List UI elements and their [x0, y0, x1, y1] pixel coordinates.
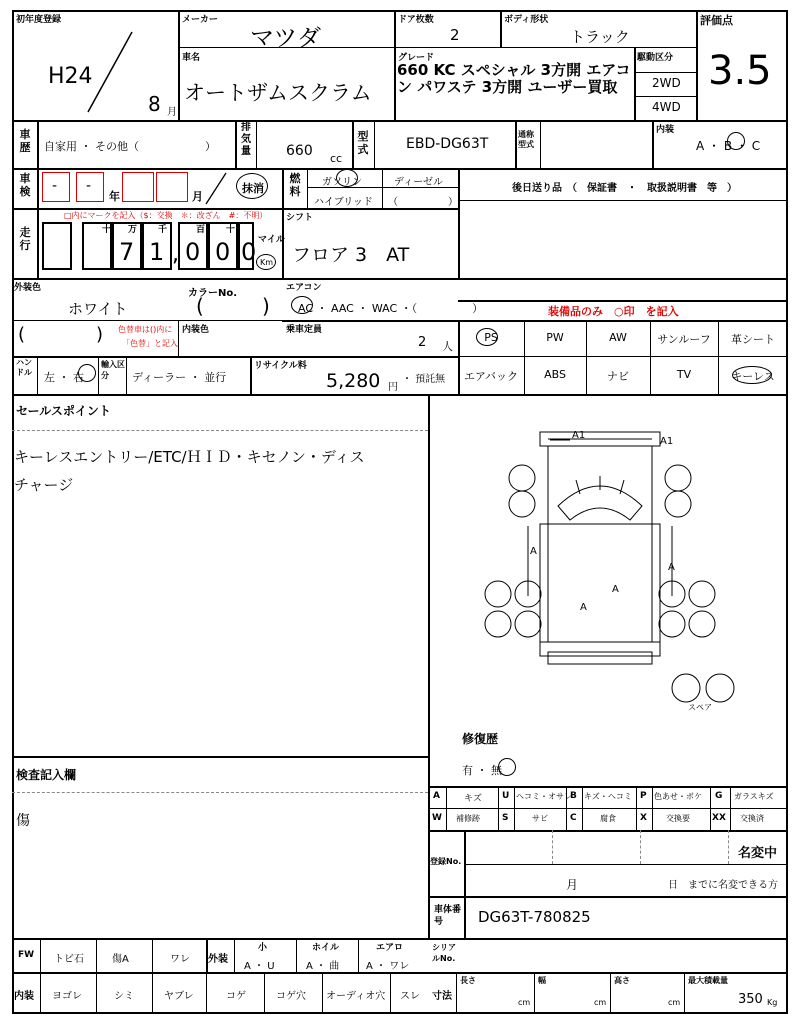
- equip-leather: 革シート: [731, 333, 775, 346]
- ext-small-value: A ・ U: [244, 961, 275, 972]
- mileage-unit-10man: 十: [102, 225, 112, 235]
- legend-text-c: 腐食: [600, 814, 616, 823]
- legend-text-u: ヘコミ・オサレ: [516, 792, 572, 801]
- legend-code-w: W: [432, 813, 442, 823]
- chassis-label: 車体番号: [434, 905, 462, 927]
- mileage-note: □内にマークを記入（$：交換 ＊：改ざん #：不明）: [64, 211, 268, 220]
- mile-label: マイル: [258, 235, 285, 245]
- capacity-label: 乗車定員: [286, 325, 323, 335]
- sales-text-2: チャージ: [14, 476, 74, 494]
- chassis-value: DG63T-780825: [478, 908, 591, 926]
- grade-label: グレード: [398, 53, 435, 63]
- legend-code-xx: XX: [712, 813, 726, 823]
- mileage-unit-man: 万: [128, 225, 138, 235]
- name-change-label: 名変中: [738, 846, 778, 861]
- handle-right-circle: [78, 364, 96, 382]
- dims-load-unit: Kg: [767, 998, 778, 1007]
- dims-length-label: 長さ: [460, 976, 476, 985]
- repair-value: 有 ・ 無: [462, 764, 502, 777]
- handle-label: ハンドル: [16, 358, 32, 377]
- handle-value: 左 ・ 右: [44, 371, 84, 384]
- ext-wheel-value: A ・ 曲: [306, 961, 340, 972]
- mileage-val-3: 0: [185, 238, 201, 266]
- inspect-slash: [200, 170, 230, 206]
- fuel-label: 燃料: [289, 172, 301, 198]
- km-label: Km: [260, 258, 274, 267]
- dims-length-unit: cm: [518, 998, 531, 1007]
- ext-aero-value: A ・ ワレ: [366, 961, 410, 972]
- maker-label: メーカー: [182, 15, 218, 25]
- inspection-label: 車検: [19, 172, 31, 198]
- sales-title: セールスポイント: [16, 404, 111, 418]
- legend-text-x: 交換要: [666, 814, 690, 823]
- first-reg-label: 初年度登録: [16, 15, 62, 25]
- color-change-note-2: 「色替」と記入: [122, 339, 178, 348]
- mileage-digit-0: [42, 222, 72, 270]
- legend-text-w: 補修跡: [456, 814, 480, 823]
- inspect-month-unit: 月: [192, 190, 203, 203]
- mileage-val-2: 1: [149, 238, 165, 266]
- recycle-unit: 円: [388, 382, 398, 393]
- ext-wheel-label: ホイル: [312, 943, 340, 953]
- spare-label: スペア: [688, 703, 712, 712]
- mileage-val-4: 0: [215, 238, 231, 266]
- car-diagram: [430, 396, 786, 712]
- fuel-gasoline-circle: [336, 169, 358, 187]
- dims-height-label: 高さ: [614, 976, 630, 985]
- int-item-dirt: ヨゴレ: [52, 991, 82, 1002]
- doors-value: 2: [450, 26, 460, 44]
- inspect-none: 抹消: [242, 182, 264, 195]
- legend-text-xx: 交換済: [740, 814, 764, 823]
- equip-abs: ABS: [544, 368, 566, 381]
- mark-a-left: A: [530, 546, 537, 557]
- recycle-label: リサイクル料: [254, 361, 307, 371]
- sales-text-1: キーレスエントリー/ETC/ＨＩＤ・キセノン・ディス: [14, 448, 365, 466]
- model-value: EBD-DG63T: [406, 136, 489, 152]
- legend-code-b: B: [570, 791, 577, 801]
- legend-code-a: A: [433, 791, 440, 801]
- history-label: 車歴: [19, 128, 31, 154]
- interior-grades: A ・ B ・ C: [696, 139, 761, 153]
- fw-item-chip: トビ石: [54, 954, 84, 965]
- int-item-stain: シミ: [114, 991, 134, 1002]
- dims-load-label: 最大積載量: [688, 976, 728, 985]
- body-label: ボディ形状: [504, 15, 549, 25]
- mileage-unit-sen: 千: [158, 225, 168, 235]
- legend-text-b: キズ・ヘコミ: [584, 792, 632, 801]
- inspect-year-unit: 年: [109, 190, 120, 203]
- registration-month: 月: [566, 878, 579, 892]
- drive-2wd: 2WD: [652, 76, 681, 90]
- legend-text-a: キズ: [464, 794, 482, 804]
- dims-height-unit: cm: [668, 998, 681, 1007]
- equip-keyless-circle: [732, 366, 772, 384]
- equip-tv: TV: [676, 368, 692, 381]
- fuel-hybrid: ハイブリッド: [314, 197, 373, 208]
- inspect-box-3: [122, 172, 154, 202]
- dims-load-value: 350: [738, 992, 763, 1007]
- int-item-burn: コゲ: [226, 991, 246, 1002]
- mark-a-bed-1: A: [612, 584, 619, 595]
- int-item-tear: ヤブレ: [164, 991, 194, 1002]
- first-reg-slash: [80, 30, 140, 115]
- interior-selected-circle: [727, 132, 745, 150]
- recycle-deposit: ・ 預託無: [402, 374, 446, 385]
- month-unit: 月: [167, 107, 177, 118]
- color-change-paren-open: (: [18, 324, 26, 345]
- carname-label: 車名: [182, 53, 201, 63]
- fuel-other: （ ）: [388, 197, 458, 208]
- int-color-label: 内装色: [182, 325, 210, 335]
- mileage-unit-juu: 十: [226, 225, 236, 235]
- color-no-paren-close: ): [262, 294, 270, 318]
- legend-code-c: C: [570, 813, 577, 823]
- body-value: トラック: [570, 28, 630, 46]
- fw-item-crack: ワレ: [170, 954, 190, 965]
- equipment-title: 装備品のみ ○印 を記入: [548, 305, 679, 318]
- color-change-paren-close: ): [96, 324, 104, 345]
- score-label: 評価点: [700, 14, 733, 27]
- int-item-burn-hole: コゲ穴: [276, 991, 306, 1002]
- serial-label: シリアルNo.: [432, 943, 456, 963]
- legend-code-s: S: [502, 813, 509, 823]
- ext-small-label: 小: [258, 943, 268, 953]
- km-circle: [256, 254, 276, 270]
- equip-pw: PW: [546, 331, 564, 344]
- dims-width-unit: cm: [594, 998, 607, 1007]
- import-value: ディーラー ・ 並行: [132, 371, 227, 384]
- equip-airbag: エアバック: [463, 370, 519, 383]
- mileage-val-5: 0: [241, 238, 257, 266]
- legend-code-u: U: [502, 791, 510, 801]
- first-reg-year: H24: [48, 64, 93, 89]
- drive-4wd: 4WD: [652, 100, 681, 114]
- drive-label: 駆動区分: [637, 53, 674, 63]
- color-no-label: カラーNo.: [188, 288, 238, 299]
- inspect-dash-1: -: [52, 178, 58, 194]
- capacity-unit: 人: [442, 340, 453, 353]
- later-items-label: 後日送り品 （ 保証書 ・ 取扱説明書 等 ）: [512, 183, 737, 194]
- displacement-value: 660: [286, 143, 313, 159]
- displacement-label: 排気量: [241, 122, 251, 157]
- legend-text-p: 色あせ・ボケ: [654, 792, 702, 801]
- legend-text-g: ガラスキズ: [734, 792, 774, 801]
- mark-a1-front-left: A1: [572, 430, 586, 441]
- doors-label: ドア枚数: [398, 15, 434, 25]
- ext-color-label: 外装色: [14, 283, 42, 293]
- int-item-wear: スレ: [400, 991, 420, 1002]
- aircon-label: エアコン: [286, 283, 322, 293]
- legend-text-s: サビ: [532, 814, 548, 823]
- interior-label: 内装: [656, 125, 675, 135]
- mileage-label: 走行: [19, 226, 31, 252]
- model-label: 型式: [357, 130, 369, 156]
- legend-code-x: X: [640, 813, 647, 823]
- ext-color-value: ホワイト: [68, 300, 128, 318]
- dims-width-label: 幅: [538, 976, 546, 985]
- fw-label: FW: [18, 950, 35, 960]
- fw-item-scratch: 傷A: [112, 954, 129, 965]
- grade-value: 660 KC スペシャル 3方開 エアコン パワステ 3方開 ユーザー買取: [397, 61, 631, 96]
- equip-ps-circle: [476, 328, 498, 346]
- repair-none-circle: [498, 758, 516, 776]
- registration-day-note: 日 までに名変できる方: [668, 880, 778, 891]
- color-no-paren-open: (: [196, 294, 204, 318]
- inspect-dash-2: -: [86, 178, 92, 194]
- carname-value: オートザムスクラム: [184, 81, 372, 105]
- repair-label: 修復歴: [462, 732, 499, 746]
- registration-label: 登録No.: [430, 857, 462, 866]
- equip-aw: AW: [609, 331, 627, 344]
- first-reg-month: 8: [148, 92, 161, 116]
- inspection-title: 検査記入欄: [16, 768, 77, 782]
- common-model-label: 通称型式: [518, 130, 534, 149]
- int-item-audio-hole: オーディオ穴: [326, 991, 386, 1002]
- fuel-diesel: ディーゼル: [394, 177, 443, 188]
- equip-keyless: キーレス: [731, 370, 775, 383]
- maker-value: マツダ: [250, 24, 322, 52]
- mileage-comma: ,: [172, 242, 179, 267]
- ext-label: 外装: [208, 954, 228, 965]
- mileage-unit-hyaku: 百: [196, 225, 206, 235]
- legend-code-p: P: [640, 791, 647, 801]
- displacement-unit: cc: [330, 152, 343, 165]
- color-change-note-1: 色替車は()内に: [118, 325, 173, 334]
- shift-label: シフト: [286, 213, 314, 223]
- capacity-value: 2: [418, 335, 427, 350]
- shift-value: フロア 3 AT: [292, 244, 410, 266]
- score-value: 3.5: [708, 48, 772, 94]
- equip-sunroof: サンルーフ: [657, 333, 711, 346]
- aircon-value: AC ・ AAC ・ WAC ・（ ）: [298, 302, 484, 315]
- legend-code-g: G: [715, 791, 723, 801]
- mark-a-bed-2: A: [580, 602, 587, 613]
- ext-aero-label: エアロ: [376, 943, 404, 953]
- history-value: 自家用 ・ その他（ ）: [44, 140, 216, 153]
- int-row-label: 内装: [14, 991, 34, 1002]
- dims-label: 寸法: [432, 991, 452, 1002]
- mark-a1-front-right: A1: [660, 436, 674, 447]
- recycle-value: 5,280: [326, 370, 381, 392]
- aircon-ac-circle: [291, 296, 313, 314]
- equip-ps: PS: [484, 331, 498, 344]
- import-label: 輸入区分: [101, 360, 125, 380]
- mileage-val-1: 7: [119, 238, 135, 266]
- fuel-gasoline: ガソリン: [322, 177, 362, 188]
- inspect-box-4: [156, 172, 188, 202]
- inspect-none-circle: [236, 173, 268, 199]
- mark-a-right: A: [668, 562, 675, 573]
- inspection-text: 傷: [16, 813, 30, 829]
- equip-navi: ナビ: [607, 370, 629, 383]
